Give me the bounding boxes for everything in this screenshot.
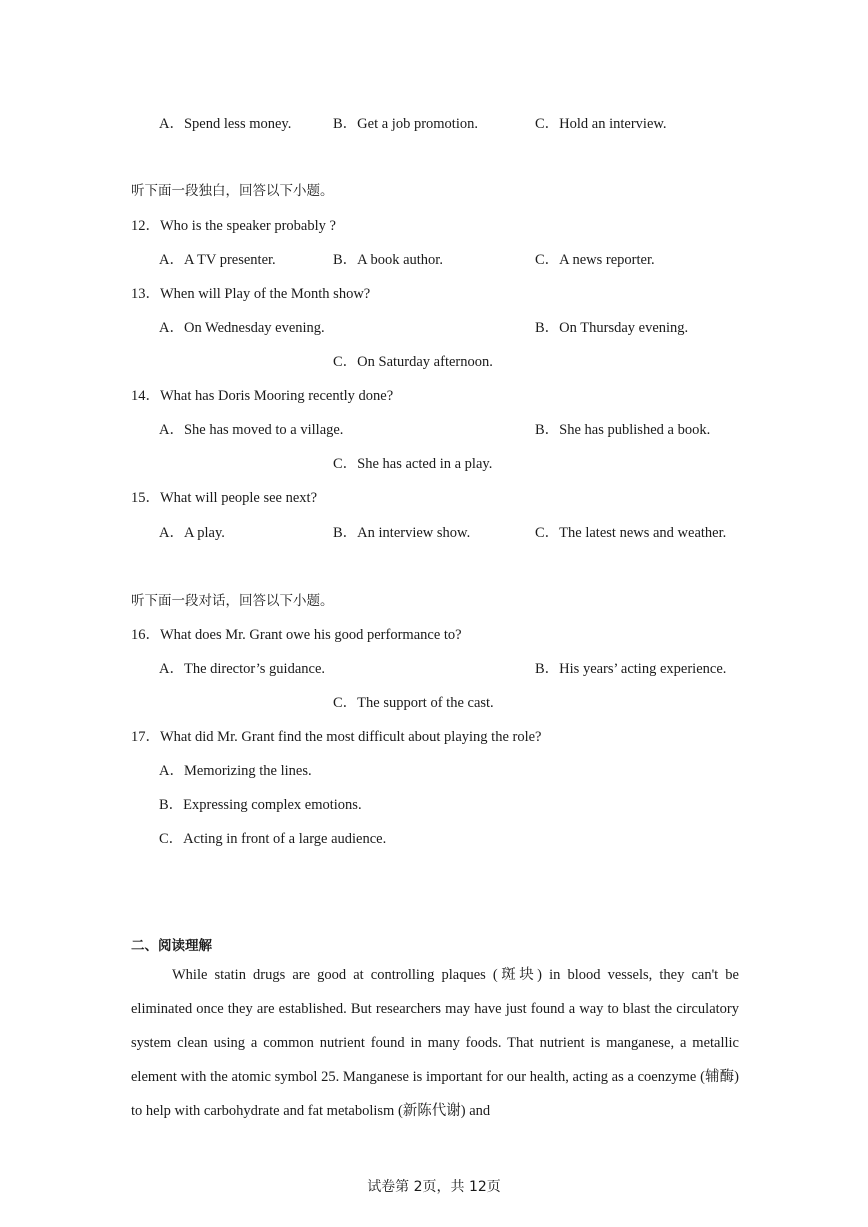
- q13-question: 13．When will Play of the Month show?: [131, 286, 371, 302]
- q11-option-a: A．Spend less money.: [159, 116, 292, 132]
- q14-question: 14．What has Doris Mooring recently done?: [131, 388, 394, 404]
- q16-option-c: C．The support of the cast.: [333, 695, 494, 711]
- q12-option-c: C．A news reporter.: [535, 252, 655, 268]
- q14-option-a: A．She has moved to a village.: [159, 422, 344, 438]
- q17-option-b: B．Expressing complex emotions.: [159, 797, 362, 813]
- q17-option-a: A．Memorizing the lines.: [159, 763, 312, 779]
- reading-paragraph: [131, 958, 739, 1128]
- q15-option-a: A．A play.: [159, 525, 225, 541]
- q14-option-c: C．She has acted in a play.: [333, 456, 493, 472]
- q13-option-b: B．On Thursday evening.: [535, 320, 689, 336]
- q16-question: 16．What does Mr. Grant owe his good performance to?: [131, 627, 462, 643]
- page-footer: 试卷第 2页，共 12页: [367, 1179, 501, 1195]
- q17-option-c: C．Acting in front of a large audience.: [159, 831, 387, 847]
- monologue-instruction: 听下面一段独白，回答以下小题。: [131, 183, 334, 199]
- q15-option-b: B．An interview show.: [333, 525, 471, 541]
- q13-option-a: A．On Wednesday evening.: [159, 320, 325, 336]
- q13-option-c: C．On Saturday afternoon.: [333, 354, 493, 370]
- q14-option-b: B．She has published a book.: [535, 422, 711, 438]
- reading-section-title: 二、阅读理解: [131, 938, 212, 954]
- q15-question: 15．What will people see next?: [131, 490, 318, 506]
- q16-option-a: A．The director’s guidance.: [159, 661, 326, 677]
- reading-paragraph-text: While statin drugs are good at controlling plaques (斑块) in blood vessels, they can't be eliminated once they are established. But researchers may have just found a way to blast the circulatory system clean using a common nutrient found in many foods. That nutrient is manganese, a metallic element with the atomic symbol 25. Manganese is important for our health, acting as a coenzyme (辅酶) to help with carbohydrate and fat metabolism (新陈代谢) and: [131, 967, 739, 1119]
- q12-option-a: A．A TV presenter.: [159, 252, 276, 268]
- q15-option-c: C．The latest news and weather.: [535, 525, 727, 541]
- q11-option-c: C．Hold an interview.: [535, 116, 667, 132]
- q11-option-b: B．Get a job promotion.: [333, 116, 478, 132]
- q12-question: 12．Who is the speaker probably ?: [131, 218, 336, 234]
- dialogue-instruction: 听下面一段对话，回答以下小题。: [131, 593, 334, 609]
- q16-option-b: B．His years’ acting experience.: [535, 661, 727, 677]
- q17-question: 17．What did Mr. Grant find the most difficult about playing the role?: [131, 729, 542, 745]
- q12-option-b: B．A book author.: [333, 252, 443, 268]
